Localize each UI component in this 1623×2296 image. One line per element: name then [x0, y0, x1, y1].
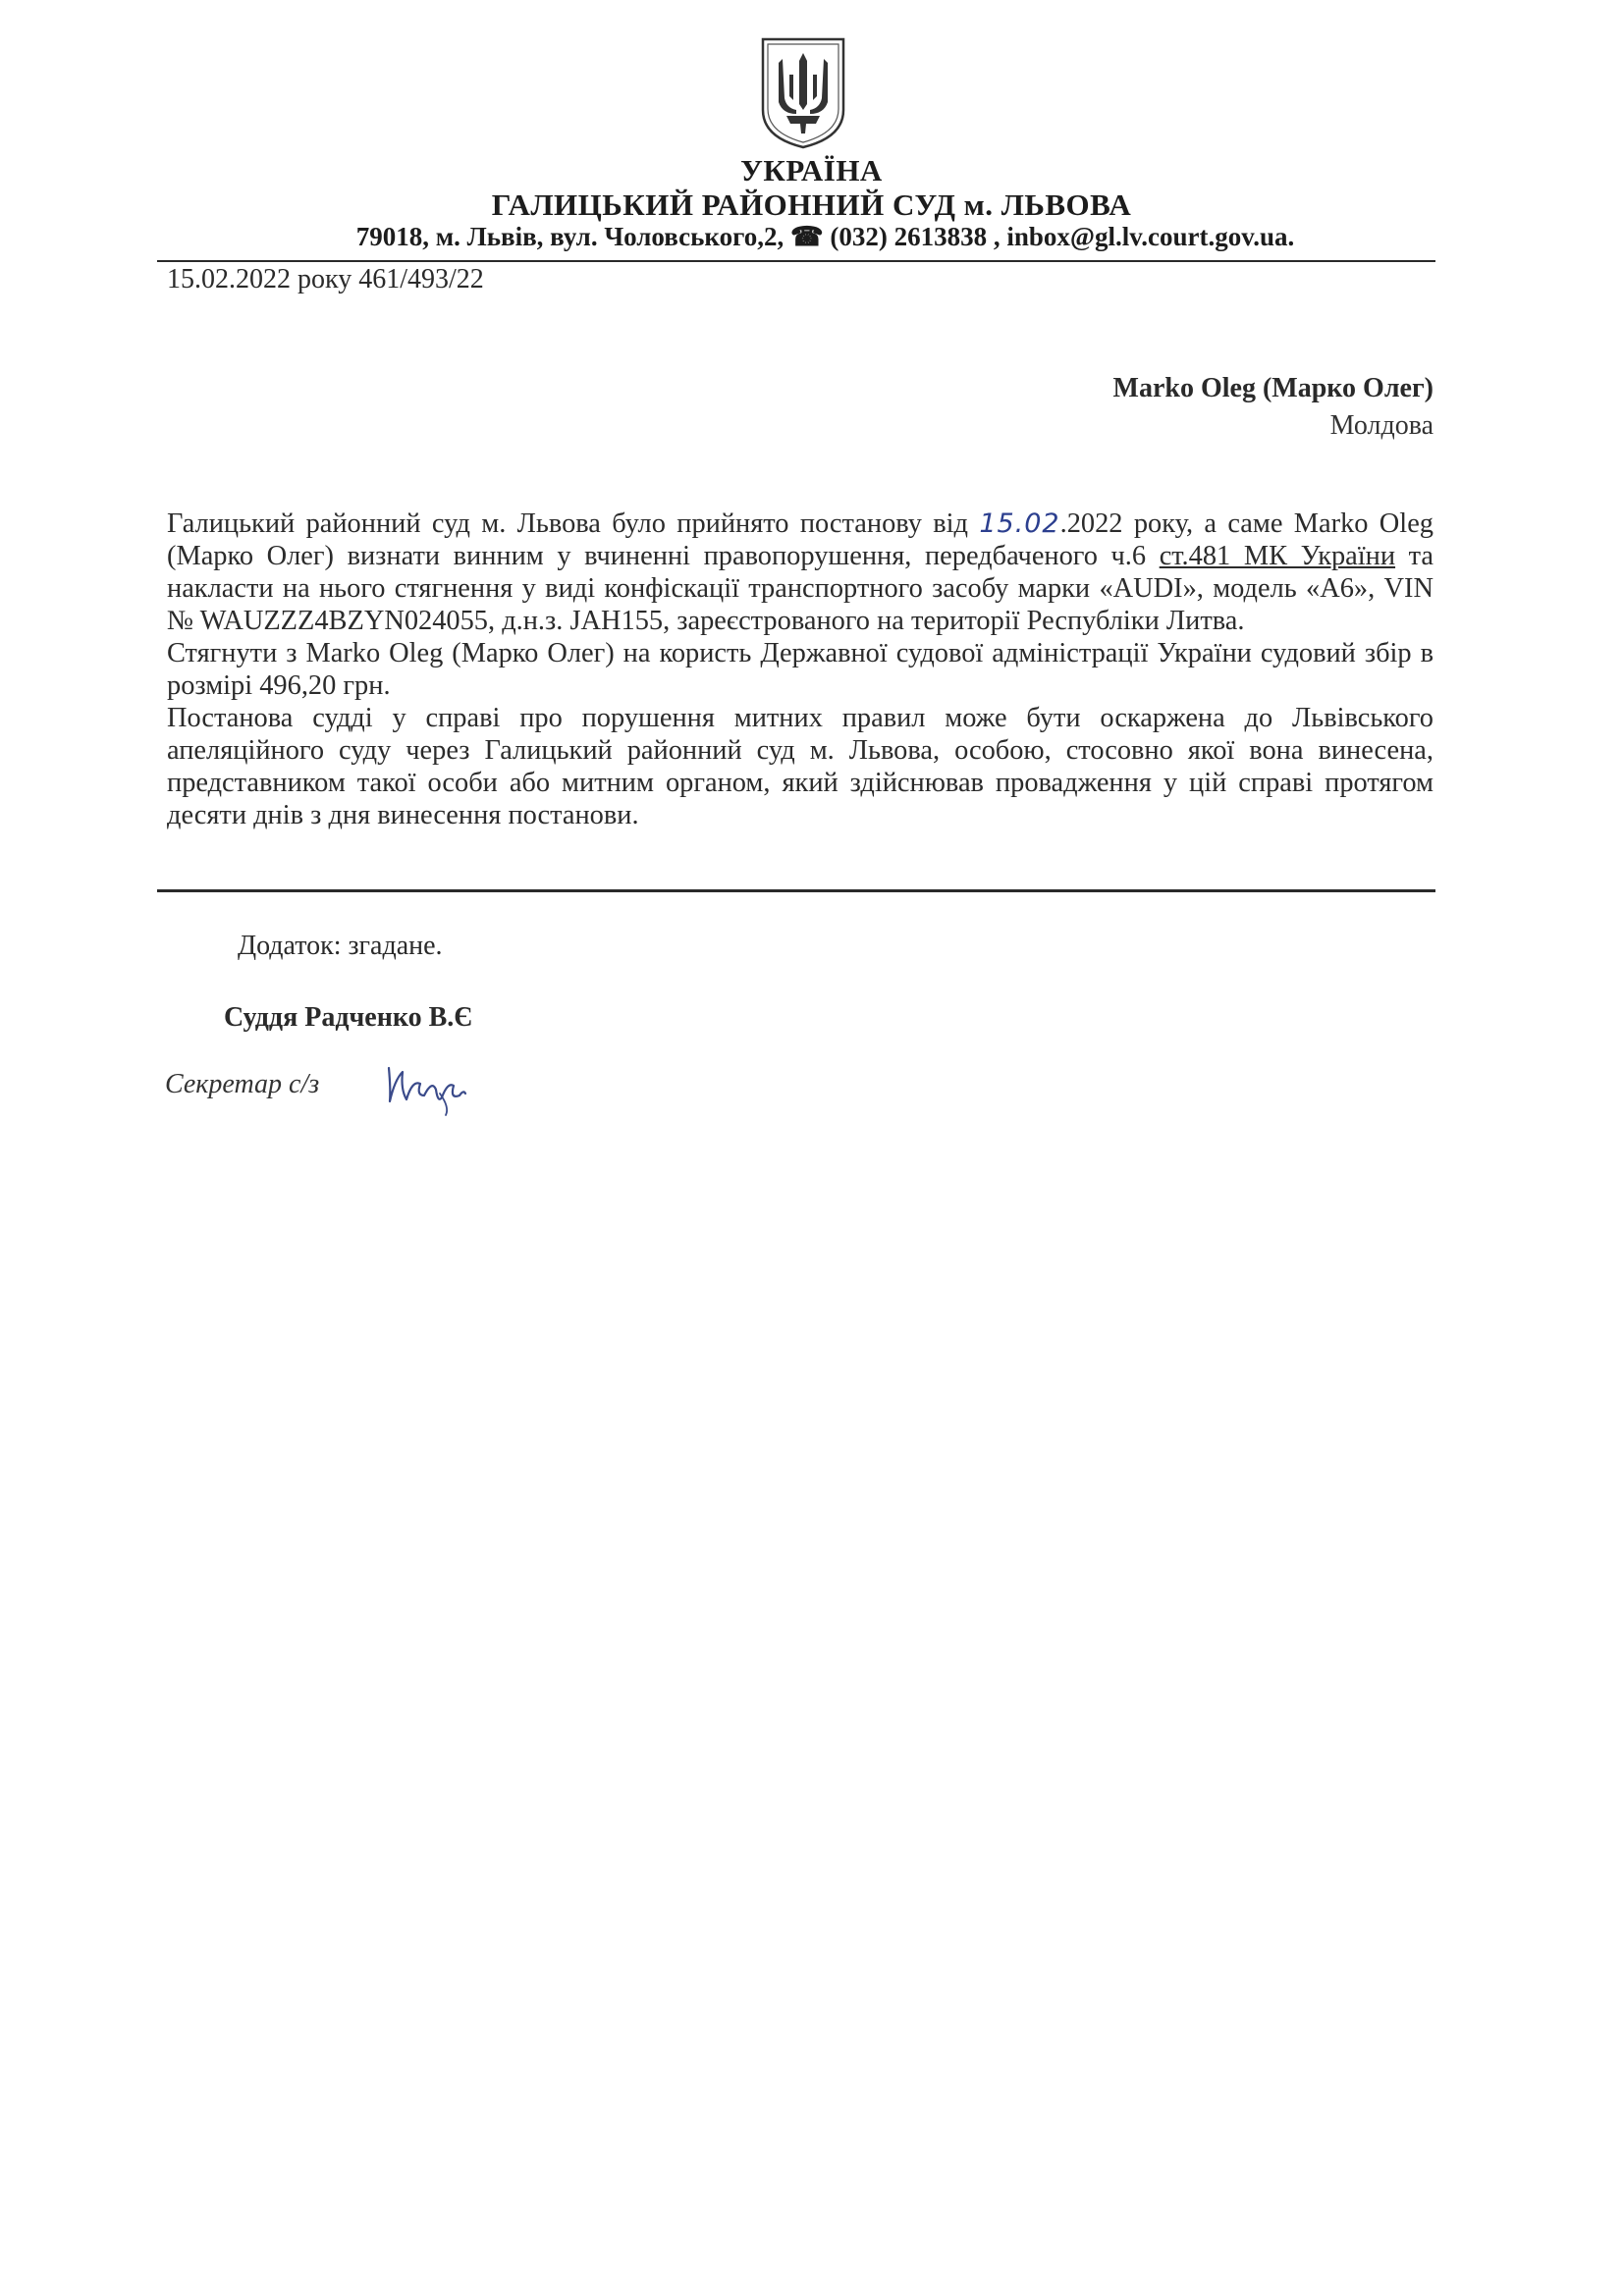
date-and-case-number: 15.02.2022 року 461/493/22: [167, 264, 484, 294]
telephone-icon: ☎: [789, 222, 824, 251]
court-address-line: [14, 222, 1623, 252]
recipient-name: Marko Oleg (Марко Олег): [1112, 373, 1434, 403]
header-divider: [157, 260, 1435, 262]
secretary-label: Секретар с/з: [165, 1069, 320, 1099]
appeal-paragraph: Постанова судді у справі про порушення митних правил може бути оскаржена до Львівського апеляційного суду через Галицький районний суд м. Львова, особою, стосовно якої вона винесена, представником такої особи або митним органом, який здійснював провадження у цій справі протягом десяти днів з дня винесення постанови.: [167, 703, 1434, 830]
court-email: , inbox@gl.lv.court.gov.ua.: [993, 222, 1295, 251]
ruling-year: .2022: [1059, 508, 1123, 539]
court-address: 79018, м. Львів, вул. Чоловського,2,: [355, 222, 784, 251]
trident-coat-of-arms-icon: [757, 35, 849, 151]
country-heading: УКРАЇНА: [740, 153, 883, 187]
court-fee-paragraph: Стягнути з Marko Oleg (Марко Олег) на користь Державної судової адміністрації України судовий збір в розмірі 496,20 грн.: [167, 638, 1434, 701]
recipient-block: [1113, 370, 1434, 445]
ruling-text-end: та накласти на нього стягнення у виді конфіскації транспортного засобу марки «AUDI», модель «А6», VIN № WAUZZZ4BZYN024055, д.н.з. JAH155, зареєстрованого на території Республіки Литва.: [167, 541, 1434, 636]
handwritten-date: 15.02: [979, 508, 1060, 539]
letter-body: [167, 507, 1434, 831]
handwritten-signature-icon: [381, 1050, 479, 1119]
recipient-country: Молдова: [1329, 410, 1434, 441]
ruling-paragraph: [167, 507, 1434, 637]
law-article-link[interactable]: ст.481 МК України: [1159, 541, 1396, 571]
court-phone: (032) 2613838: [830, 222, 988, 251]
body-divider: [157, 889, 1435, 892]
ruling-text-start: Галицький районний суд м. Львова було прийнято постанову від: [167, 508, 980, 539]
ruling-text-middle: року, а саме Marko Oleg (Марко Олег) визнати винним у вчиненні правопорушення, передбаченого ч.6: [167, 508, 1434, 571]
judge-name: Суддя Радченко В.Є: [224, 1002, 473, 1033]
attachment-note: Додаток: згадане.: [238, 931, 443, 961]
court-heading: ГАЛИЦЬКИЙ РАЙОННИЙ СУД м. ЛЬВОВА: [491, 187, 1132, 222]
